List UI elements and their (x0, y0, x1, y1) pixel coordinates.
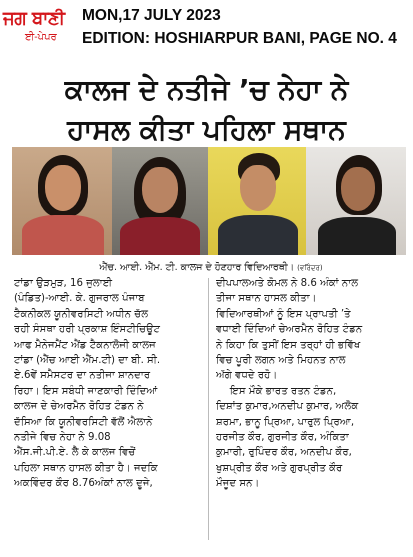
article-line: ਪਹਿਲਾ ਸਥਾਨ ਹਾਸਲ ਕੀਤਾ ਹੈ। ਜਦਕਿ (14, 462, 158, 474)
article-line: ਵਧਾਈ ਦਿੰਦਿਆਂ ਚੇਅਰਮੈਨ ਰੋਹਿਤ ਟੰਡਨ (216, 324, 363, 336)
article-headline (0, 72, 413, 148)
article-line: ਖੁਸ਼ਪ੍ਰੀਤ ਕੌਰ ਅਤੇ ਗੁਰਪ੍ਰੀਤ ਕੌਰ (216, 462, 343, 474)
article-line: ਵਿਦਿਆਰਥੀਆਂ ਨੂੰ ਇਸ ਪ੍ਰਾਪਤੀ ’ਤੇ (216, 308, 351, 320)
article-line: ਮੌਜੂਦ ਸਨ। (216, 478, 260, 490)
article-line: ਟੈਕਨੀਕਲ ਯੂਨੀਵਰਸਿਟੀ ਅਧੀਨ ਚੱਲ (14, 308, 149, 320)
student-photo-3 (208, 147, 307, 255)
article-line: ਇਸ ਮੌਕੇ ਭਾਰਤ ਰਤਨ ਟੰਡਨ, (230, 385, 337, 397)
article-line: ਨਤੀਜੇ ਵਿਚ ਨੇਹਾ ਨੇ 9.08 (14, 432, 111, 444)
article-line: ਦੱਸਿਆ ਕਿ ਯੂਨੀਵਰਸਿਟੀ ਵੱਲੋਂ ਐਲਾਨੇ (14, 416, 153, 428)
student-photos (12, 147, 406, 255)
article-line: ਹਰਜੀਤ ਕੌਰ, ਗੁਰਜੀਤ ਕੌਰ, ਅੰਕਿਤਾ (216, 432, 349, 444)
article-line: ਤੀਜਾ ਸਥਾਨ ਹਾਸਲ ਕੀਤਾ। (216, 293, 317, 305)
article-line: ਰਹੀ ਸੰਸਥਾ ਹਰੀ ਪ੍ਰਕਾਸ਼ ਇੰਸਟੀਚਿਊਟ (14, 324, 160, 336)
article-line: ਕੁਮਾਰੀ, ਰੁਪਿੰਦਰ ਕੌਰ, ਅਨਦੀਪ ਕੌਰ, (216, 447, 352, 459)
article-column-right (216, 276, 406, 492)
article-line: ਸ਼ਰਮਾ, ਭਾਨੂ ਪ੍ਰਿਆ, ਪਾਰੁਲ ਪ੍ਰਿਆ, (216, 416, 355, 428)
article-line: ਆਫ ਮੈਨੇਜਮੈਂਟ ਐਂਡ ਟੈਕਨਾਲੋਜੀ ਕਾਲਜ (14, 339, 156, 351)
article-line: ਐੱਸ.ਜੀ.ਪੀ.ਏ. ਲੈ ਕੇ ਕਾਲਜ ਵਿਚੋਂ (14, 447, 136, 459)
article-line: ਰਿਹਾ। ਇਸ ਸਬੰਧੀ ਜਾਣਕਾਰੀ ਦਿੰਦਿਆਂ (14, 385, 158, 397)
student-photo-2 (112, 147, 209, 255)
article-line: ਦਿਸ਼ਾਂਤ ਕੁਮਾਰ,ਅਨਦੀਪ ਕੁਮਾਰ, ਅਲੋਕ (216, 401, 359, 413)
newspaper-logo (3, 6, 67, 56)
edition-date: MON,17 JULY 2023 (82, 7, 221, 24)
article-line: ਟਾਂਡਾ ਉੜਮੁੜ, 16 ਜੁਲਾਈ (14, 278, 113, 289)
edition-name: EDITION: HOSHIARPUR BANI, PAGE NO. 4 (82, 30, 397, 47)
logo-subtitle: ਈ-ਪੇਪਰ (25, 32, 57, 43)
logo-title: ਜਗ ਬਾਣੀ (3, 8, 65, 29)
article-line: ਟਾਂਡਾ (ਐੱਚ ਆਈ ਐੱਮ.ਟੀ) ਦਾ ਬੀ. ਸੀ. (14, 355, 161, 367)
student-photo-4 (306, 147, 406, 255)
column-divider (208, 278, 209, 540)
caption-credit: (ਵਰਿੰਦਰ) (297, 264, 323, 272)
headline-line-1: ਕਾਲਜ ਦੇ ਨਤੀਜੇ ’ਚ ਨੇਹਾ ਨੇ (64, 73, 349, 106)
article-column-left (14, 276, 204, 492)
student-photo-1 (12, 147, 113, 255)
article-line: ਅਕਵਿੰਦਰ ਕੌਰ 8.76ਅੰਕਾਂ ਨਾਲ ਦੂਜੇ, (14, 478, 153, 490)
article-line: ਏ.6ਵੇਂ ਸਮੈਸਟਰ ਦਾ ਨਤੀਜਾ ਸ਼ਾਨਦਾਰ (14, 370, 151, 382)
article-line: ਕਾਲਜ ਦੇ ਚੇਅਰਮੈਨ ਰੋਹਿਤ ਟੰਡਨ ਨੇ (14, 401, 144, 413)
article-line: ਦੀਪਪਾਲਅਤੇ ਕੋਮਲ ਨੇ 8.6 ਅੰਕਾਂ ਨਾਲ (216, 278, 359, 289)
article-line: ਵਿਚ ਪੂਰੀ ਲਗਨ ਅਤੇ ਮਿਹਨਤ ਨਾਲ (216, 355, 346, 367)
page-header (0, 0, 413, 62)
article-line: ਅੱਗੇ ਵਧਦੇ ਰਹੋ। (216, 370, 278, 382)
article-line: (ਪੰਡਿਤ)-ਆਈ. ਕੇ. ਗੁਜਰਾਲ ਪੰਜਾਬ (14, 293, 145, 305)
headline-line-2: ਹਾਸਲ ਕੀਤਾ ਪਹਿਲਾ ਸਥਾਨ (67, 113, 346, 146)
edition-info (82, 4, 397, 50)
photo-caption (14, 262, 408, 273)
article-line: ਨੇ ਕਿਹਾ ਕਿ ਤੁਸੀਂ ਇਸ ਤਰ੍ਹਾਂ ਹੀ ਭਵਿੱਖ (216, 339, 361, 351)
caption-text: ਐੱਚ. ਆਈ. ਐੱਮ. ਟੀ. ਕਾਲਜ ਦੇ ਹੋਣਹਾਰ ਵਿਦਿਆਰਥੀ। (99, 262, 295, 273)
